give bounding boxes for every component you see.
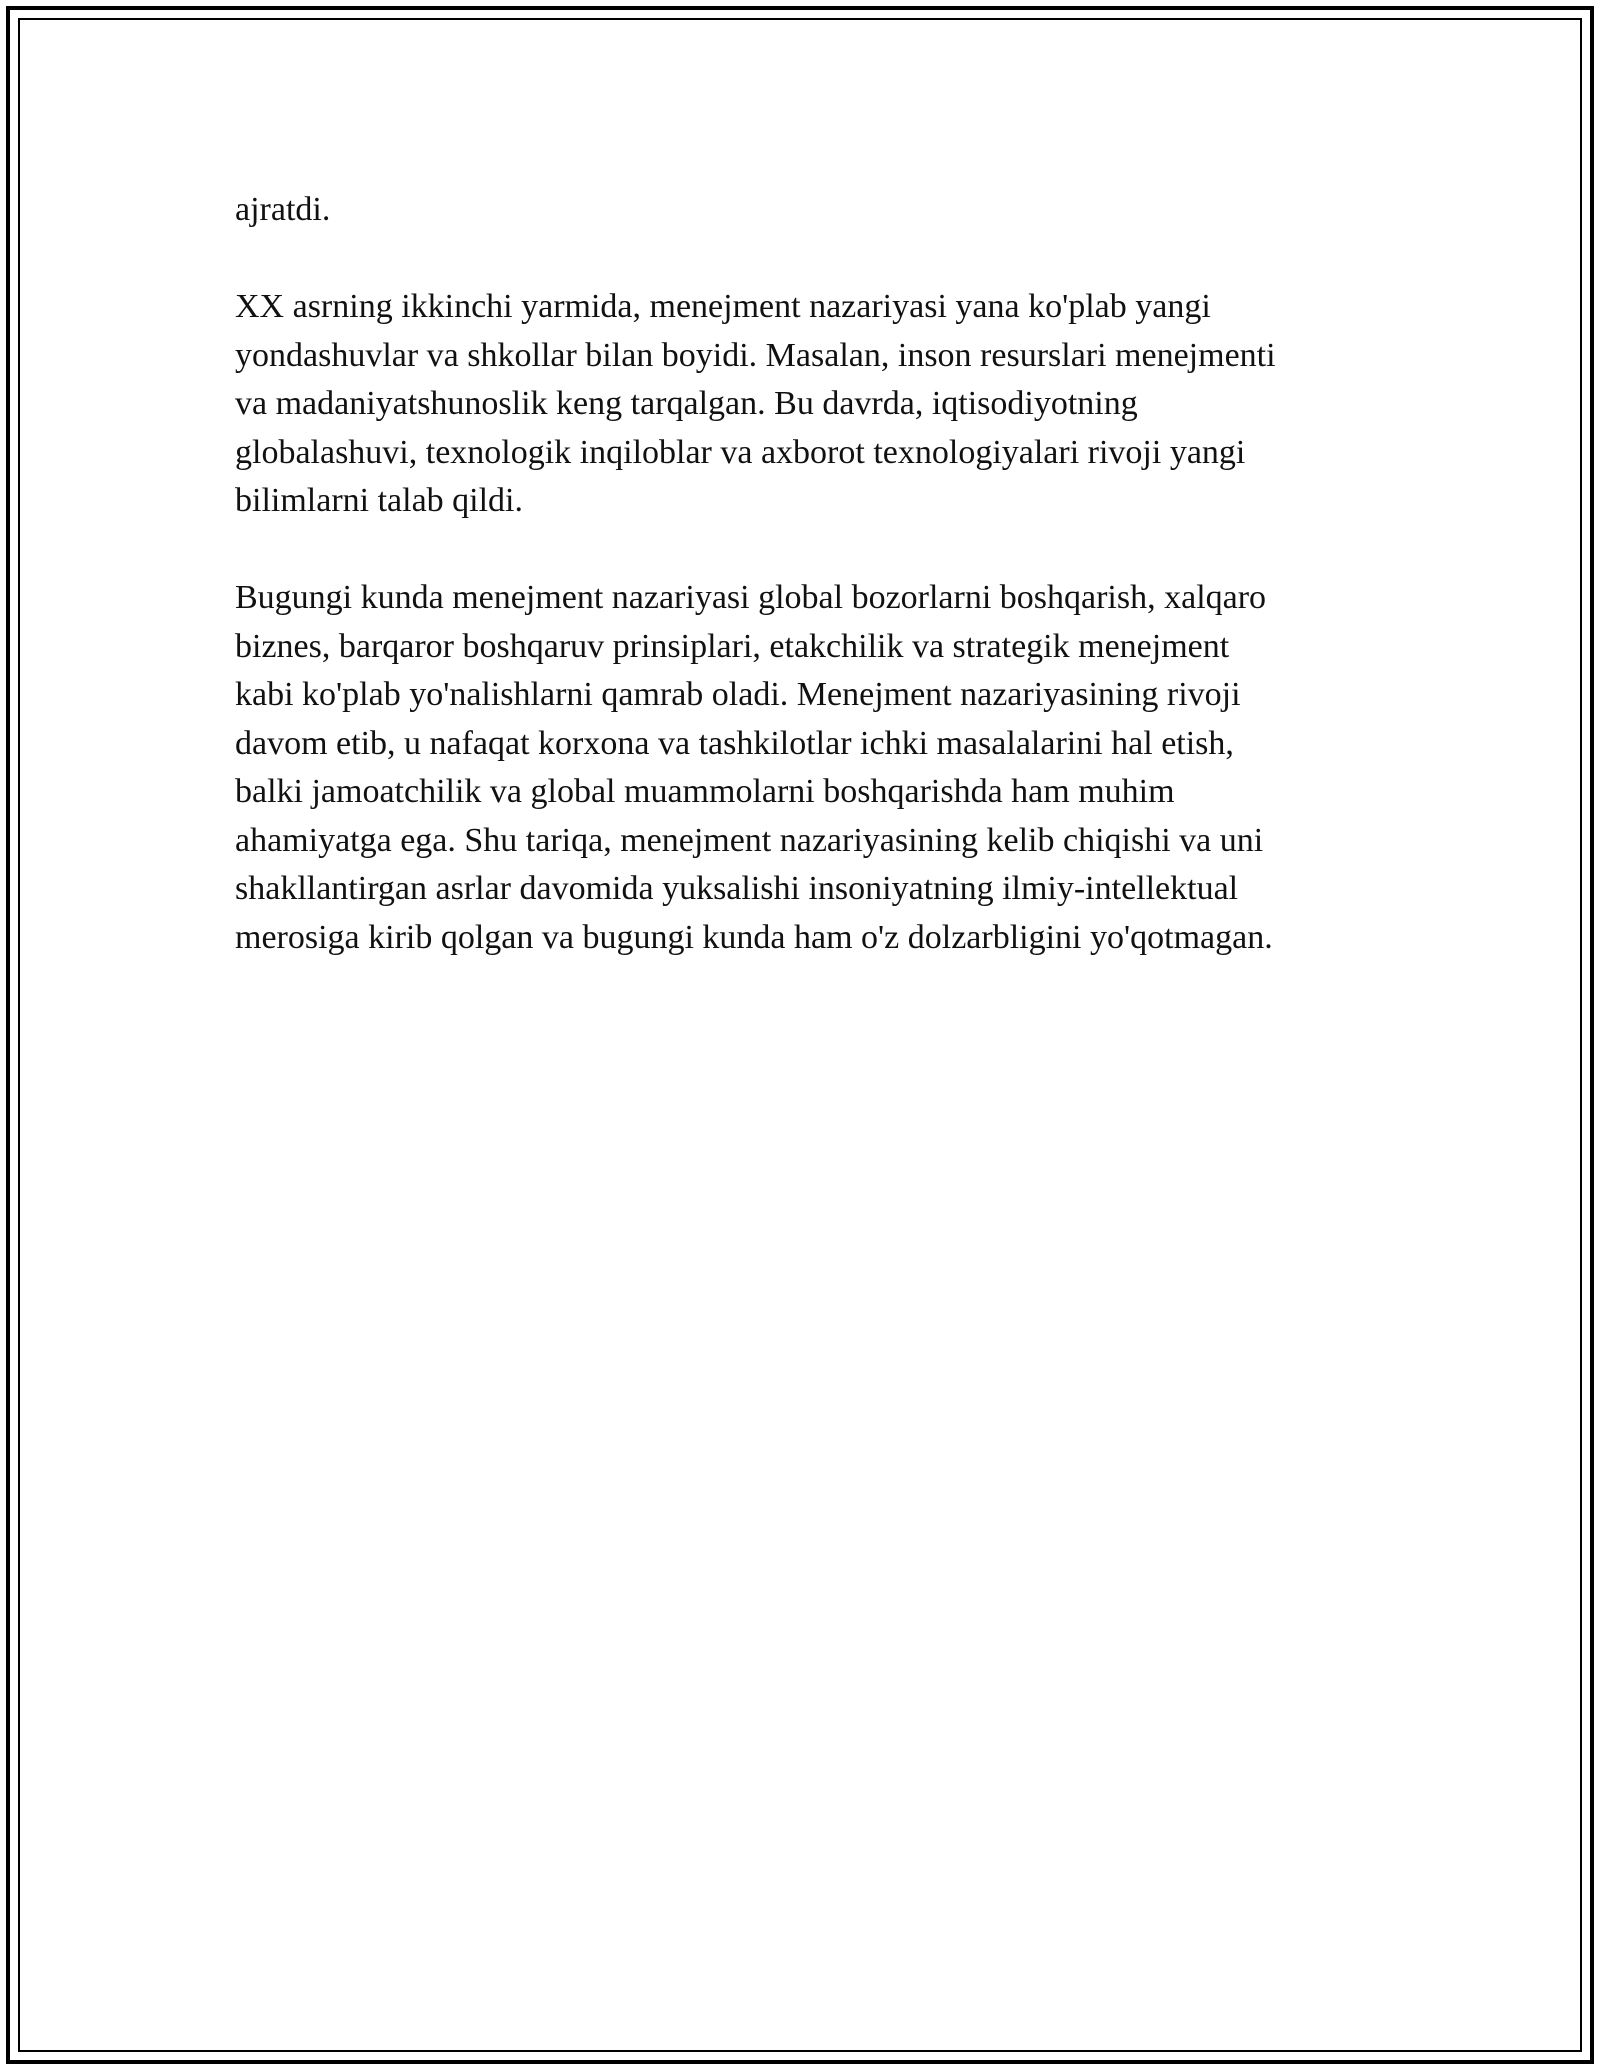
paragraph-3: Bugungi kunda menejment nazariyasi global bozorlarni boshqarish, xalqaro biznes, barqaror boshqaruv prinsiplari, etakchilik va strategik menejment kabi ko'plab yo'nalishlarni qamrab oladi. Menejment nazariyasining rivoji davom etib, u nafaqat korxona va tashkilotlar ichki masalalarini hal etish, balki jamoatchilik va global muammolarni boshqarishda ham muhim ahamiyatga ega. Shu tariqa, menejment nazariyasining kelib chiqishi va uni shakllantirgan asrlar davomida yuksalishi insoniyatning ilmiy-intellektual merosiga kirib qolgan va bugungi kunda ham o'z dolzarbligini yo'qotmagan. [235,579,1273,956]
paragraph-1: ajratdi. [235,191,331,228]
paragraph-2: XX asrning ikkinchi yarmida, menejment nazariyasi yana ko'plab yangi yondashuvlar va shkollar bilan boyidi. Masalan, inson resurslari menejmenti va madaniyatshunoslik keng tarqalgan. Bu davrda, iqtisodiyotning globalashuvi, texnologik inqiloblar va axborot texnologiyalari rivoji yangi bilimlarni talab qildi. [235,288,1276,519]
document-body [235,186,1395,1011]
